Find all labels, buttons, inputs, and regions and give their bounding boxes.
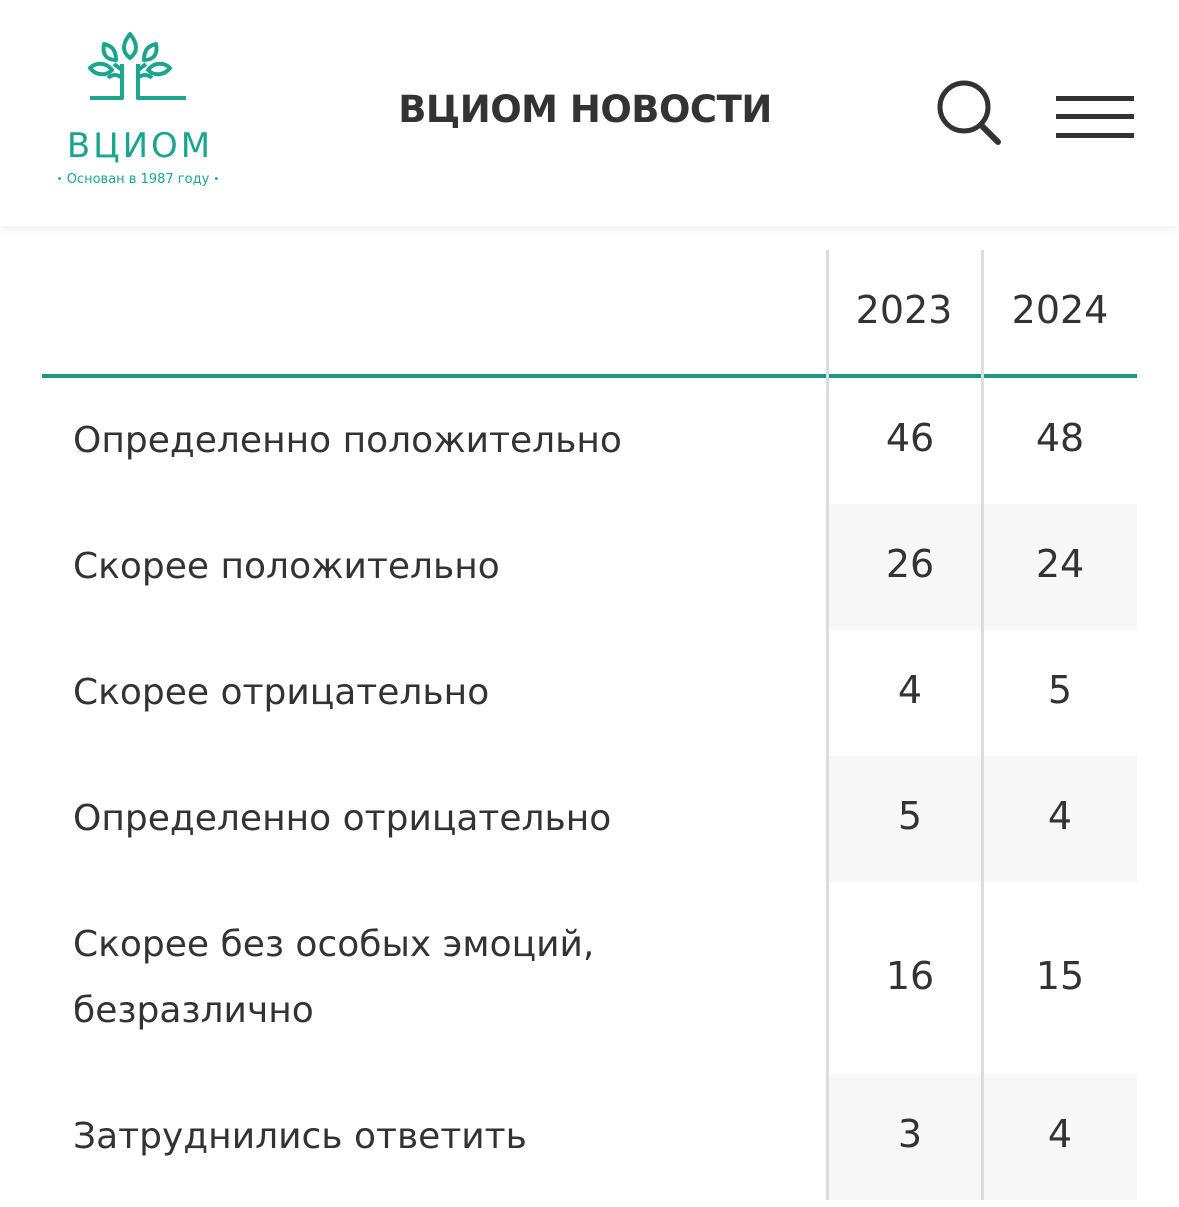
row-label: Затруднились ответить xyxy=(73,1116,527,1157)
table-row xyxy=(42,630,1137,756)
cell-2024: 4 xyxy=(1047,1112,1073,1156)
cell-2023: 26 xyxy=(885,542,935,586)
column-divider xyxy=(981,250,984,1200)
cell-2024: 48 xyxy=(1035,416,1085,460)
row-label-line-1: Скорее без особых эмоций, xyxy=(73,924,595,965)
table-header-row xyxy=(42,250,1137,376)
cell-2024: 15 xyxy=(1035,954,1085,998)
table-row xyxy=(42,756,1137,882)
tree-logo-icon xyxy=(40,30,240,130)
column-header-2024: 2024 xyxy=(1011,288,1109,332)
logo-tagline-text: Основан в 1987 году xyxy=(66,172,210,187)
cell-2023: 5 xyxy=(897,794,923,838)
site-title[interactable]: ВЦИОМ НОВОСТИ xyxy=(398,88,772,131)
cell-2023: 46 xyxy=(885,416,935,460)
cell-2024: 4 xyxy=(1047,794,1073,838)
column-divider xyxy=(826,250,829,1200)
table-row xyxy=(42,1074,1137,1200)
row-label: Скорее отрицательно xyxy=(73,672,490,713)
row-label: Определенно отрицательно xyxy=(73,798,612,839)
row-label: Скорее положительно xyxy=(73,546,500,587)
row-label-line-2: безразлично xyxy=(73,990,314,1031)
cell-2023: 16 xyxy=(885,954,935,998)
results-table xyxy=(42,250,1137,1200)
menu-bar xyxy=(1056,96,1134,101)
cell-2024: 5 xyxy=(1047,668,1073,712)
cell-2023: 3 xyxy=(897,1112,923,1156)
logo-tagline: • Основан в 1987 году • xyxy=(56,172,220,187)
vciom-logo[interactable] xyxy=(40,30,240,195)
menu-bar xyxy=(1056,114,1134,119)
cell-2023: 4 xyxy=(897,668,923,712)
site-header xyxy=(0,0,1179,226)
table-row xyxy=(42,504,1137,630)
table-row xyxy=(42,378,1137,504)
search-button[interactable] xyxy=(934,78,1006,150)
search-icon xyxy=(934,78,1006,150)
hamburger-menu-button[interactable] xyxy=(1056,94,1134,142)
column-header-2023: 2023 xyxy=(855,288,953,332)
row-label: Определенно положительно xyxy=(73,420,622,461)
table-row xyxy=(42,882,1137,1074)
cell-2024: 24 xyxy=(1035,542,1085,586)
logo-wordmark: ВЦИОМ xyxy=(66,126,214,166)
menu-bar xyxy=(1056,133,1134,138)
